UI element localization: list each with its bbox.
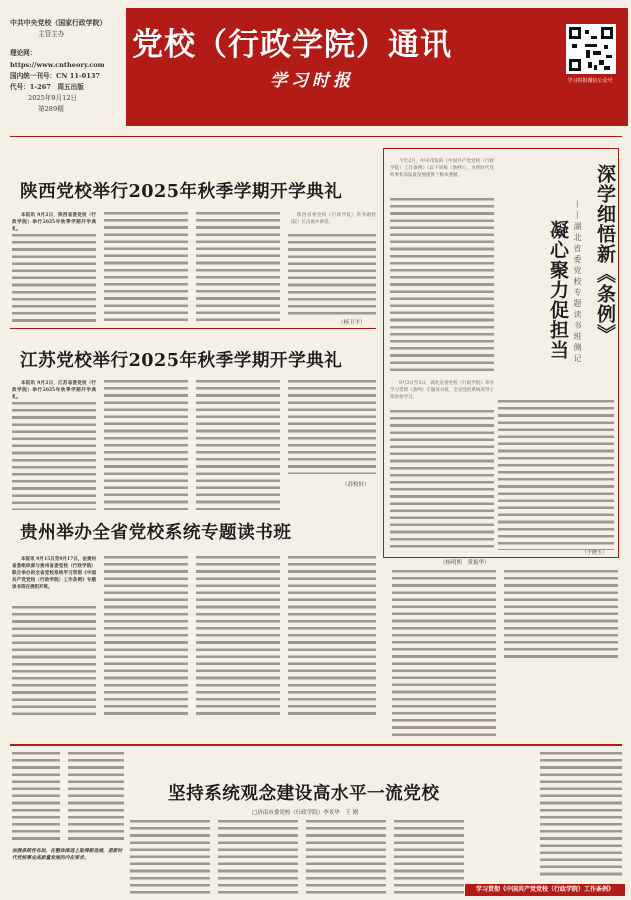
qr-code-icon [566,24,616,74]
issn: 国内统一刊号：CN 11-0137 [10,71,100,80]
headline-guizhou: 贵州举办全省党校系统专题读书班 [20,522,292,543]
jiangsu-lead: 本报讯 9月2日，江苏省委党校（行政学院）举行2025年秋季学期开学典礼。 [12,381,96,401]
masthead-area [0,0,631,132]
qr-caption: 学习时报微信公众号 [567,78,613,84]
body-text [288,380,376,474]
shaanxi-lead-2: 陕西省委党校（行政学院）常务副校（院）长出席并讲话。 [288,213,376,226]
sponsor: 主管主办 [38,30,65,39]
divider [10,328,376,329]
issue-number: 第289期 [38,105,64,114]
post-code: 代号：1-267 周五出版 [10,83,84,92]
body-text [288,234,376,318]
body-text [12,402,96,510]
body-text [390,410,494,550]
body-text [306,820,386,898]
feature-title-second: 凝心聚力促担当 [547,220,569,360]
body-text [196,556,280,718]
divider [10,744,622,746]
headline-system: 坚持系统观念建设高水平一流党校 [168,783,440,804]
feature-para-b: 9月3日至5日，湖北省委党校（行政学院）举办学习贯彻《条例》专题读书班，全省党校系统领导干部参加学习。 [390,381,494,401]
feature-subtitle: ——湖北省委党校专题读书班侧记 [573,200,582,365]
guizhou-credit-wrap [440,558,620,566]
body-text [104,556,188,718]
body-text [196,212,280,324]
masthead-calligraphy: 学习时报 [270,71,354,91]
body-text [288,556,376,718]
body-text [218,820,298,898]
shaanxi-lead-1: 本报讯 9月2日，陕西省委党校（行政学院）举行2025年秋季学期开学典礼。 [12,213,96,233]
article-jiangsu [12,380,378,492]
org-name: 中共中央党校（国家行政学院） [10,19,107,27]
footer-column-label: 学习贯彻《中国共产党党校（行政学院）工作条例》 [465,884,625,896]
feature-author: （于晓玉） [582,550,608,556]
system-byline: □济南市委党校（行政学院）李景华 王 刚 [252,810,358,816]
body-text [12,752,60,844]
body-text [12,606,96,718]
body-text [392,570,496,736]
body-text [68,752,124,844]
body-text [390,198,494,374]
body-text [130,820,210,898]
feature-para-a: 今年2月，中央印发的《中国共产党党校（行政学院）工作条例》（以下简称《条例》），为新时代党校事业高质量发展提供了根本遵循。 [390,159,494,179]
masthead-title: 党校（行政学院）通讯 [132,27,452,63]
body-text [540,752,622,880]
web-theory: 理论网：https://www.cntheory.com [10,49,105,69]
body-text [394,820,464,898]
credit-guizhou: （杨明熙 黄振华） [440,560,490,566]
body-text [498,400,614,550]
body-text [504,570,618,660]
credit-shaanxi: （杨卫平） [338,320,366,326]
article-guizhou [12,556,378,668]
publication-info [10,18,122,116]
body-text [12,234,96,324]
system-dek: 加强系统性布局，在整体推进上取得新进展，是新时代党校事业高质量发展的内在要求。 [12,848,123,862]
feature-title-main: 深学细悟新《条例》 [594,164,616,344]
credit-jiangsu: （苏校轩） [342,482,370,488]
body-text [196,380,280,510]
headline-shaanxi: 陕西党校举行2025年秋季学期开学典礼 [20,181,343,202]
guizhou-lead: 本报讯 9月15日至9月17日，由贵州省委组织部与贵州省委党校（行政学院）联合举办的全省党校系统学习贯彻《中国共产党党校（行政学院）工作条例》专题读书班在贵阳开班。 [12,557,96,591]
headline-jiangsu: 江苏党校举行2025年秋季学期开学典礼 [20,350,343,371]
body-text [104,380,188,510]
divider [10,136,622,137]
issue-date: 2025年9月12日 [28,94,78,103]
article-shaanxi [12,212,378,324]
body-text [104,212,188,324]
